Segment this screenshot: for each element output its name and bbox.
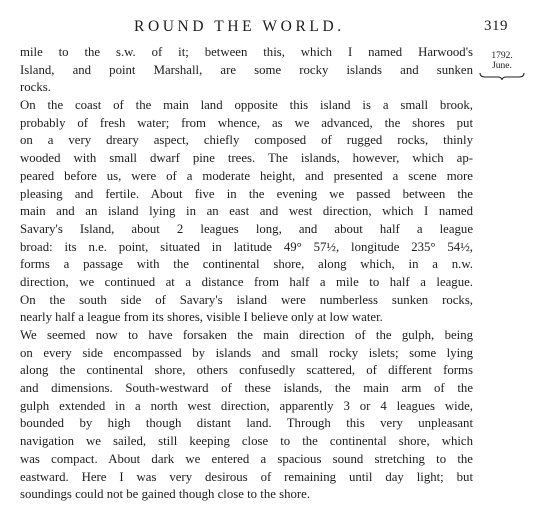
running-head xyxy=(0,18,539,38)
brace-icon xyxy=(479,72,525,80)
text-line: wooded with small dwarf pine trees. The islands, however, which ap- xyxy=(20,151,473,166)
text-line: direction, we continued at a distance from half a mile to half a league. xyxy=(20,274,473,289)
text-line: main and an island lying in an east and west direction, which I named xyxy=(20,204,473,219)
text-line: forms a passage with the continental shore, along which, in a n.w. xyxy=(20,257,473,272)
text-line: and dimensions. South-westward of these islands, the main arm of the xyxy=(20,381,473,396)
text-line: On the coast of the main land opposite this island is a small brook, xyxy=(20,98,473,113)
text-line: broad: its n.e. point, situated in latitude 49° 57½, longitude 235° 54½, xyxy=(20,239,473,254)
margin-note xyxy=(478,51,526,80)
text-line: rocks. xyxy=(20,80,51,95)
text-line: pleasing and fertile. About five in the evening we passed between the xyxy=(20,186,473,201)
text-line: Island, and point Marshall, are some rocky islands and sunken xyxy=(20,62,473,77)
text-line: eastward. Here I was very desirous of remaining until day light; but xyxy=(20,469,473,484)
text-line: navigation we sailed, still keeping close to the continental shore, which xyxy=(20,434,473,449)
text-line: on every side encompassed by islands and small rocky islets; some lying xyxy=(20,345,473,360)
text-line: We seemed now to have forsaken the main direction of the gulph, being xyxy=(20,328,473,342)
running-title: ROUND THE WORLD. xyxy=(134,18,345,35)
text-line: mile to the s.w. of it; between this, which I named Harwood's xyxy=(20,45,473,59)
body-text xyxy=(20,44,473,504)
text-line: Savary's Island, about 2 leagues long, and about half a league xyxy=(20,221,473,236)
text-line: peared before us, were of a moderate height, and presented a scene more xyxy=(20,168,473,183)
text-line: probably of fresh water; from whence, as we advanced, the shores put xyxy=(20,115,473,130)
text-line: soundings could not be gained though close to the shore. xyxy=(20,487,311,502)
text-line: along the continental shore, others confusedly scattered, of different forms xyxy=(20,363,473,378)
text-line: was compact. About dark we entered a spacious sound stretching to the xyxy=(20,451,473,466)
margin-note-year: 1792. xyxy=(491,51,513,61)
margin-note-month: June. xyxy=(492,61,512,71)
page-number: 319 xyxy=(484,18,508,34)
text-line: gulph extended in a north west direction, apparently 3 or 4 leagues wide, xyxy=(20,398,473,413)
text-line: On the south side of Savary's island were numberless sunken rocks, xyxy=(20,292,473,307)
text-line: bounded by high though distant land. Through this very unpleasant xyxy=(20,416,473,431)
text-line: on a very dreary aspect, chiefly composed of rugged rocks, thinly xyxy=(20,133,473,148)
text-line: nearly half a league from its shores, visible I believe only at low water. xyxy=(20,310,383,325)
